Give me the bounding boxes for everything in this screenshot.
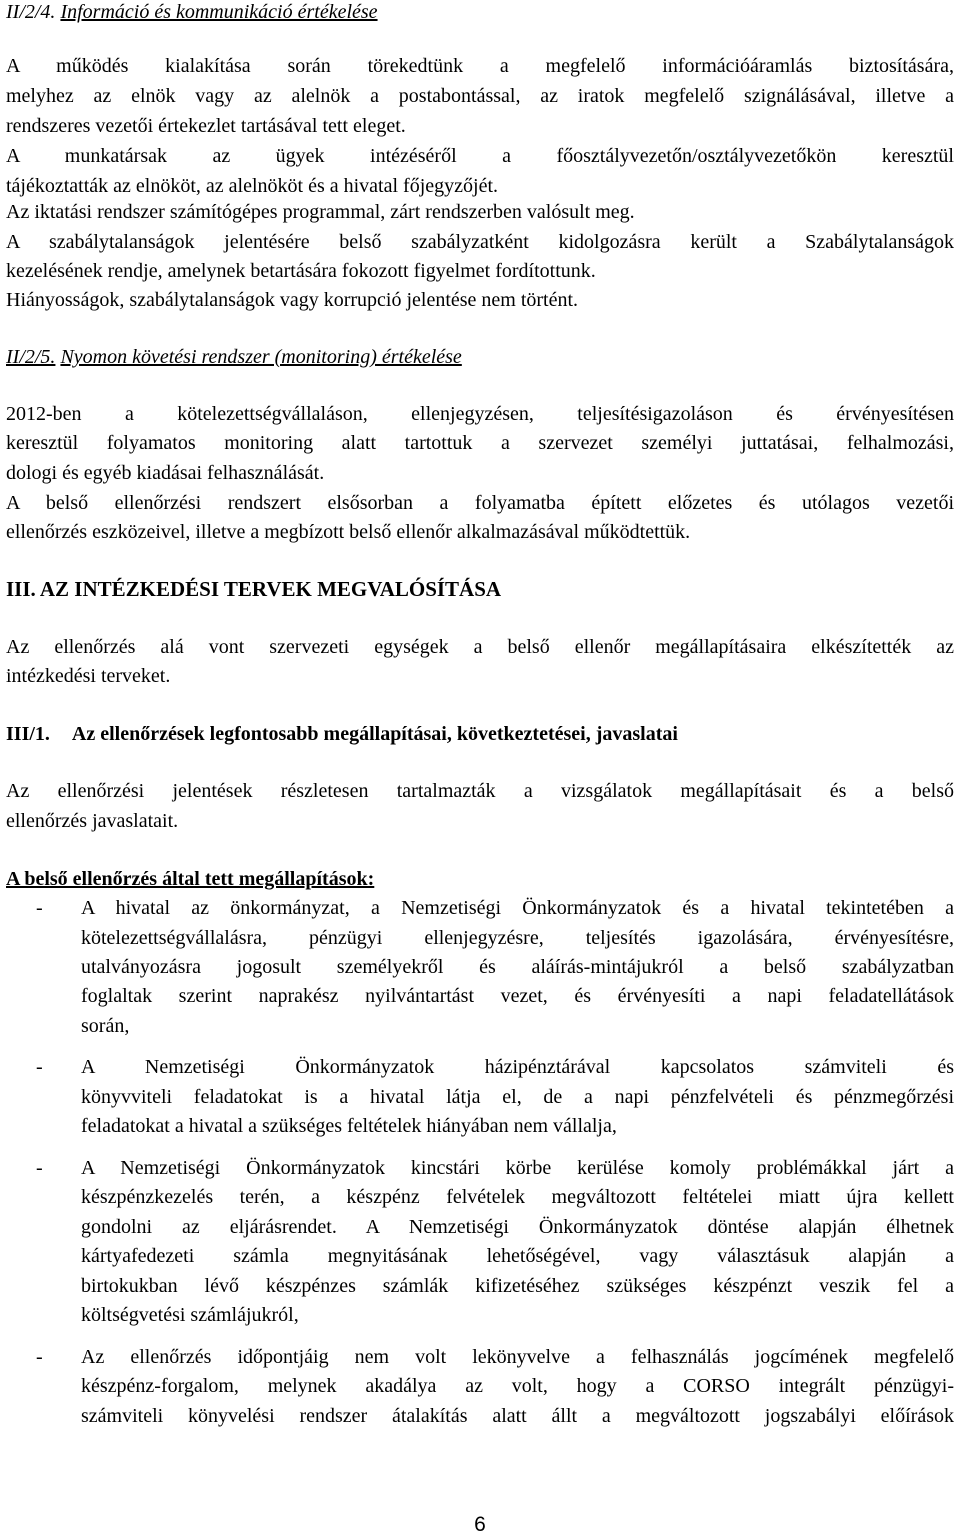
paragraph-line: Hiányosságok, szabálytalanságok vagy korrupció jelentése nem történt. bbox=[6, 289, 579, 311]
paragraph-line: Az iktatási rendszer számítógépes programmal, zárt rendszerben valósult meg. bbox=[6, 201, 635, 223]
list-bullet: - bbox=[36, 897, 43, 919]
list-item-line: birtokukban lévő készpénzes számlák kifizetéséhez szükséges készpénzt veszik fel a bbox=[81, 1275, 954, 1297]
section-title: Nyomon követési rendszer (monitoring) értékelése bbox=[60, 346, 462, 368]
list-item-line: számviteli könyvelési rendszer átalakítás alatt állt a megváltozott jogszabályi előírások bbox=[81, 1405, 954, 1427]
paragraph-line: rendszeres vezetői értekezlet tartásával tett eleget. bbox=[6, 115, 406, 137]
paragraph-line: A működés kialakítása során törekedtünk a megfelelő információáramlás biztosítására, bbox=[6, 55, 954, 77]
paragraph-line: 2012-ben a kötelezettségvállaláson, ellenjegyzésen, teljesítésigazoláson és érvényesítésen bbox=[6, 403, 954, 425]
list-item-line: A Nemzetiségi Önkormányzatok házipénztárával kapcsolatos számviteli és bbox=[81, 1056, 954, 1078]
section-title: Információ és kommunikáció értékelése bbox=[60, 1, 378, 23]
list-item-line: A Nemzetiségi Önkormányzatok kincstári körbe kerülése komoly problémákkal járt a bbox=[81, 1157, 954, 1179]
paragraph-line: ellenőrzés javaslatait. bbox=[6, 810, 179, 832]
paragraph-line: A szabálytalanságok jelentésére belső szabályzatként kidolgozásra került a Szabálytalanságok bbox=[6, 231, 954, 253]
list-item-line: Az ellenőrzés időpontjáig nem volt lekönyvelve a felhasználás jogcímének megfelelő bbox=[81, 1346, 954, 1368]
section-number: III/1. bbox=[6, 723, 50, 745]
paragraph-line: kezelésének rendje, amelynek betartására fokozott figyelmet fordítottunk. bbox=[6, 260, 596, 282]
paragraph-line: keresztül folyamatos monitoring alatt tartottuk a szervezet személyi juttatásai, felhalmozási, bbox=[6, 432, 954, 454]
list-item-line: kártyafedezeti számla megnyitásának lehetőségével, vagy választásuk alapján a bbox=[81, 1245, 954, 1267]
section-heading-ii-2-4 bbox=[6, 0, 954, 25]
paragraph-line: intézkedési terveket. bbox=[6, 665, 171, 687]
paragraph-line: melyhez az elnök vagy az alelnök a postabontással, az iratok megfelelő szignálásával, illetve a bbox=[6, 85, 954, 107]
list-item-line: feladatokat a hivatal a szükséges feltételek hiányában nem vállalja, bbox=[81, 1115, 617, 1137]
list-item-line: során, bbox=[81, 1015, 130, 1037]
list-bullet: - bbox=[36, 1157, 43, 1179]
section-number: II/2/5. bbox=[6, 346, 56, 368]
paragraph-line: ellenőrzés eszközeivel, illetve a megbízott belső ellenőr alkalmazásával működtettük. bbox=[6, 521, 691, 543]
page-number: 6 bbox=[474, 1513, 486, 1536]
list-item-line: foglaltak szerint naprakész nyilvántartást vezet, és érvényesíti a napi feladatellátások bbox=[81, 985, 954, 1007]
section-heading-iii-1 bbox=[6, 722, 954, 747]
section-title: Az ellenőrzések legfontosabb megállapításai, következtetései, javaslatai bbox=[71, 723, 678, 745]
list-item-line: könyvviteli feladatokat is a hivatal látja el, de a napi pénzfelvételi és pénzmegőrzési bbox=[81, 1086, 954, 1108]
list-item-line: kötelezettségvállalásra, pénzügyi ellenjegyzésre, teljesítés igazolására, érvényesítésre, bbox=[81, 927, 954, 949]
list-item-line: készpénz-forgalom, melynek akadálya az volt, hogy a CORSO integrált pénzügyi- bbox=[81, 1375, 954, 1397]
paragraph-line: dologi és egyéb kiadásai felhasználását. bbox=[6, 462, 325, 484]
paragraph-line: A munkatársak az ügyek intézéséről a főosztályvezetőn/osztályvezetőkön keresztül bbox=[6, 145, 954, 167]
list-item-line: A hivatal az önkormányzat, a Nemzetiségi Önkormányzatok és a hivatal tekintetében a bbox=[81, 897, 954, 919]
section-heading-ii-2-5 bbox=[6, 345, 954, 370]
paragraph-line: tájékoztatták az elnököt, az alelnököt és a hivatal főjegyzőjét. bbox=[6, 175, 499, 197]
list-item-line: utalványozásra jogosult személyekről és aláírás-mintájukról a belső szabályzatban bbox=[81, 956, 954, 978]
list-item-line: gondolni az eljárásrendet. A Nemzetiségi Önkormányzatok döntése alapján élhetnek bbox=[81, 1216, 954, 1238]
list-bullet: - bbox=[36, 1056, 43, 1078]
paragraph-line: Az ellenőrzés alá vont szervezeti egységek a belső ellenőr megállapításaira elkészítették az bbox=[6, 636, 954, 658]
section-number: II/2/4. bbox=[6, 1, 56, 23]
chapter-heading-iii: III. AZ INTÉZKEDÉSI TERVEK MEGVALÓSÍTÁSA bbox=[6, 577, 502, 601]
findings-heading: A belső ellenőrzés által tett megállapítások: bbox=[6, 868, 375, 890]
list-bullet: - bbox=[36, 1346, 43, 1368]
paragraph-line: A belső ellenőrzési rendszert elsősorban a folyamatba épített előzetes és utólagos vezetői bbox=[6, 492, 954, 514]
list-item-line: költségvetési számlájukról, bbox=[81, 1304, 299, 1326]
list-item-line: készpénzkezelés terén, a készpénz felvételek megváltozott feltételei miatt újra kellett bbox=[81, 1186, 954, 1208]
paragraph-line: Az ellenőrzési jelentések részletesen tartalmazták a vizsgálatok megállapításait és a belső bbox=[6, 780, 954, 802]
